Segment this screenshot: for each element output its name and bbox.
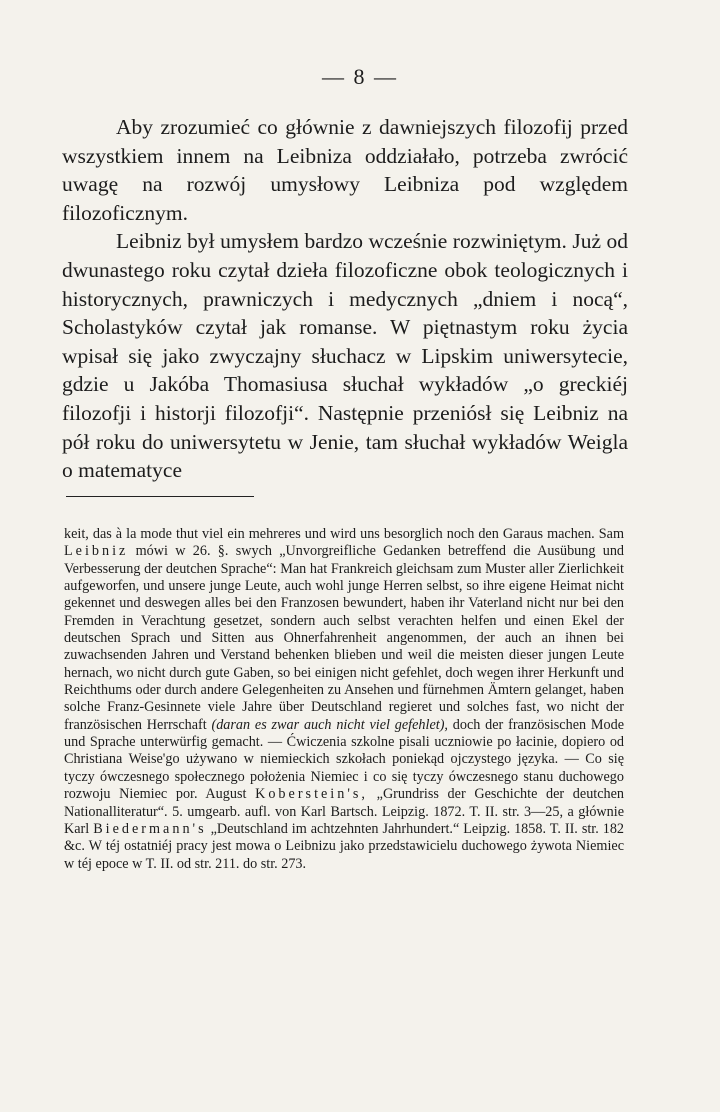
footnote bbox=[64, 526, 624, 873]
paragraph-2: Leibniz był umysłem bardzo wcześnie rozwiniętym. Już od dwunastego roku czytał dzieła filozoficzne obok teologicznych i historycznych, prawniczych i medycznych „dniem i nocą“, Scholastyków czytał jak romanse. W piętnastym roku życia wpisał się jako zwyczajny słuchacz w Lipskim uniwersytecie, gdzie u Jakóba Thomasiusa słuchał wykładów „o greckiéj filozofji i historji filozofji“. Następnie przeniósł się Leibniz na pół roku do uniwersytetu w Jenie, tam słuchał wykładów Weigla o matematyce bbox=[62, 229, 628, 483]
footnote-part-4: „Grundriss der Geschichte der deutchen Nationalliteratur“. 5. umgearb. aufl. von Karl Bartsch. Leipzig. 1872. T. II. str. 3—25, a głównie Karl bbox=[64, 786, 625, 837]
footnote-name-leibniz: Leibniz bbox=[64, 543, 129, 560]
footnote-name-koberstein: Koberstein's, bbox=[255, 786, 368, 803]
footnote-part-2: mówi w 26. §. swych „Unvorgreifliche Gedanken betreffend die Ausübung und Verbesserung der deutchen Sprache“: Man hat Frankreich gleichsam zum Muster aller Zierlichkeit aufgeworfen, und unsere junge Leute, auch wohl junge Herren selbst, so ihre eigene Heimat nicht gekennet und deswegen alles bei den Franzosen bewundert, haben ihr Vaterland nicht nur bei den Fremden in Verachtung gesetzet, sondern auch selbst verachten helfen und einen Ekel der deutschen Sprach und Sitten aus Ohnerfahrenheit angenommen, der auch an ihnen bei zuwachsenden Jahren und Verstand behenken blieben und weil die meisten dieser jungen Leute hernach, wo nicht durch gute Gaben, so bei einigen nicht gefehlet, doch wegen ihrer Herkunft und Reichthums oder durch andere Gelegenheiten zu Ansehen und fürnehmen Ämtern gelanget, haben solche Franz-Gesinnete viele Jahre über Deutschland regieret und solches fast, wo nicht der französischen Herrschaft bbox=[64, 543, 625, 733]
footnote-part-5: „Deutschland im achtzehnten Jahrhundert.“ Leipzig. 1858. T. II. str. 182 &c. W téj ostatniéj pracy jest mowa o Leibnizu jako przedstawicielu duchowego żywota Niemiec w téj epoce w T. II. od str. 211. do str. 273. bbox=[64, 820, 625, 872]
footnote-name-biedermann: Biedermann's bbox=[93, 820, 207, 837]
footnote-part-3: doch der französischen Mode und Sprache unterwürfig gemacht. — Ćwiczenia szkolne pisali uczniowie po łacinie, dopiero od Christiana Weise'go używano w niemieckich szkołach poniekąd ojczystego języka. — Co się tyczy ówczesnego społecznego położenia Niemiec i co się tyczy ówczesnego stanu duchowego rozwoju Niemiec por. August bbox=[64, 716, 624, 803]
main-text bbox=[62, 113, 628, 485]
footnote-text bbox=[64, 526, 624, 873]
footnote-divider bbox=[66, 496, 254, 497]
page-number: — 8 — bbox=[322, 64, 398, 89]
paragraph-1: Aby zrozumieć co głównie z dawniejszych filozofij przed wszystkiem innem na Leibniza oddziałało, potrzeba zwrócić uwagę na rozwój umysłowy Leibniza pod względem filozoficznym. bbox=[62, 115, 628, 225]
footnote-part-1: keit, das à la mode thut viel ein mehreres und wird uns besorglich noch den Garaus machen. Sam bbox=[64, 526, 624, 542]
footnote-italic-remark: (daran es zwar auch nicht viel gefehlet), bbox=[211, 716, 448, 733]
